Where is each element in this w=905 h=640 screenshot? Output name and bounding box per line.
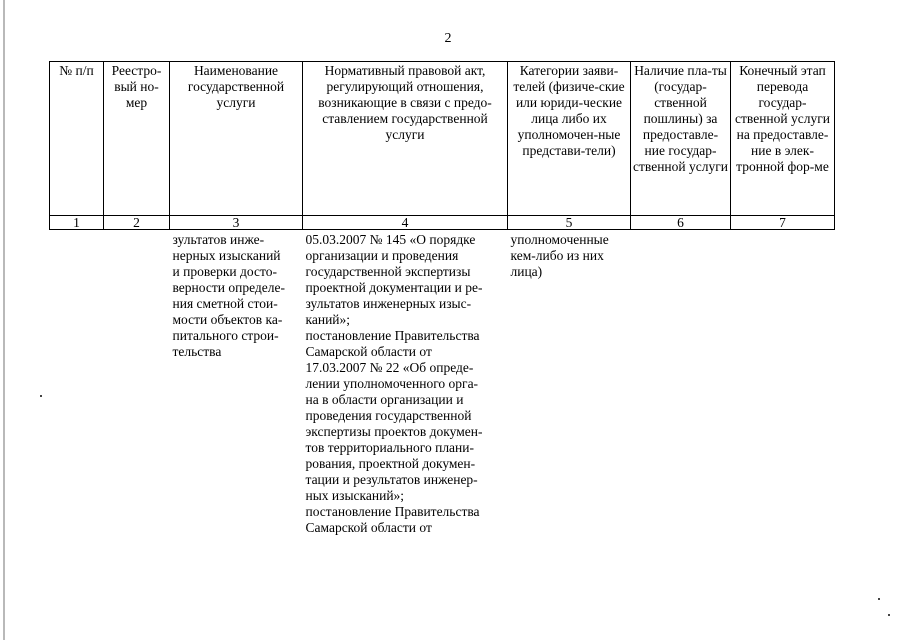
services-table bbox=[49, 61, 835, 536]
header-applicant-categories: Категории заяви-телей (физиче-ские или юриди-ческие лица либо их уполномочен-ные представи-тели) bbox=[508, 62, 631, 216]
header-fee: Наличие пла-ты (государ-ственной пошлины) за предоставле-ние государ-ственной услуги bbox=[631, 62, 731, 216]
cell-applicant-categories: уполномоченные кем-либо из них лица) bbox=[510, 232, 609, 279]
column-number: 7 bbox=[731, 216, 835, 230]
cell-final-stage bbox=[731, 230, 835, 537]
column-number: 6 bbox=[631, 216, 731, 230]
header-legal-act: Нормативный правовой акт, регулирующий отношения, возникающие в связи с предо-ставлением государственной услуги bbox=[303, 62, 508, 216]
page-number: 2 bbox=[444, 31, 452, 46]
cell-registry-number bbox=[104, 230, 170, 537]
scan-speck bbox=[878, 598, 880, 600]
header-number: № п/п bbox=[50, 62, 104, 216]
scan-speck bbox=[888, 614, 890, 616]
cell-fee bbox=[631, 230, 731, 537]
header-final-stage: Конечный этап перевода государ-ственной услуги на предоставле-ние в элек-тронной фор-ме bbox=[731, 62, 835, 216]
column-number: 2 bbox=[104, 216, 170, 230]
header-registry-number: Реестро-вый но-мер bbox=[104, 62, 170, 216]
column-number-row bbox=[50, 216, 835, 230]
scan-speck bbox=[40, 395, 42, 397]
cell-service-name: зультатов инже- нерных изысканий и проверки досто- верности определе- ния сметной стои- мости объектов ка- питального строи- тельства bbox=[172, 232, 285, 359]
column-number: 4 bbox=[303, 216, 508, 230]
cell-legal-act: 05.03.2007 № 145 «О порядке организации и проведения государственной экспертизы проектной документации и ре- зультатов инженерных изыс- каний»; постановление Правительства Самарской области от 17.03.2007 № 22 «Об опреде- лении уполномоченного орга- на в области организации и проведения государственной экспертизы проектов докумен- тов территориального плани- рования, проектной докумен- тации и результатов инженер- ных изысканий»; постановление Правительства Самарской области от bbox=[305, 232, 483, 535]
column-number: 1 bbox=[50, 216, 104, 230]
header-service-name: Наименование государственной услуги bbox=[170, 62, 303, 216]
table-row bbox=[50, 230, 835, 537]
column-number: 5 bbox=[508, 216, 631, 230]
cell-number bbox=[50, 230, 104, 537]
header-row bbox=[50, 62, 835, 216]
scan-edge-line bbox=[3, 0, 5, 640]
column-number: 3 bbox=[170, 216, 303, 230]
